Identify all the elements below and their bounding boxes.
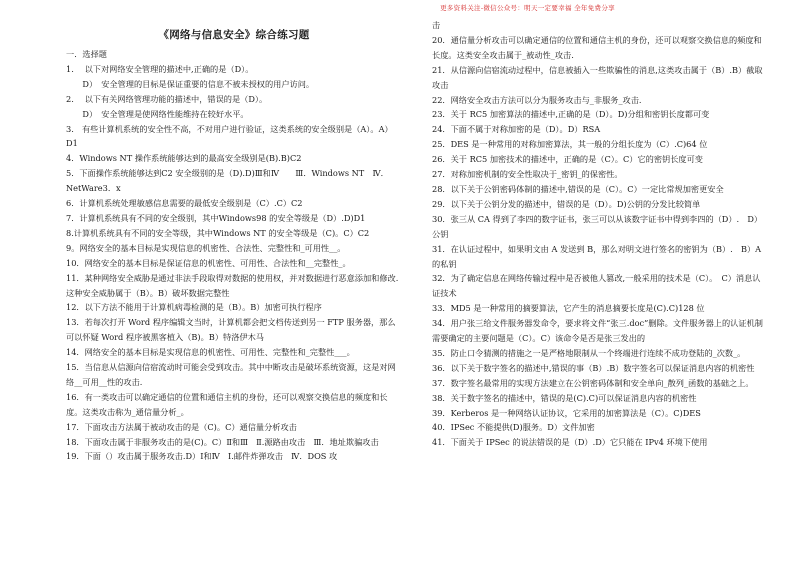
question-1: 1. 以下对网络安全管理的描述中,正确的是（D）。	[66, 63, 254, 74]
question-9: 9。网络安全的基本目标是实现信息的机密性、合法性、完整性和_可用性__。	[66, 242, 346, 253]
question-40: 40．IPSec 不能提供(D)服务。D）文件加密	[432, 422, 595, 433]
left-column	[66, 18, 402, 464]
question-17: 17．下面攻击方法属于被动攻击的是（C)。C）通信量分析攻击	[66, 421, 297, 432]
question-18: 18．下面攻击属于非服务攻击的是(C)。C）Ⅱ和Ⅲ Ⅱ.源路由攻击 Ⅲ．地址欺骗攻击	[66, 436, 379, 447]
question-19: 19．下面（）攻击属于服务攻击.D）Ⅰ和Ⅳ Ⅰ.邮件炸弹攻击 Ⅳ．DOS 攻	[66, 451, 338, 462]
question-25: 25．DES 是一种常用的对称加密算法，其一般的分组长度为（C）.C)64 位	[432, 139, 708, 150]
question-16: 16．有一类攻击可以确定通信的位置和通信主机的身份，还可以观察交换信息的频度和长度。这类攻击称为_通信量分析_。	[66, 391, 388, 417]
question-36: 36．以下关于数字签名的描述中,错误的事（B）.B）数字签名可以保证消息内容的机密性	[432, 362, 755, 373]
question-23: 23．关于 RC5 加密算法的描述中,正确的是（D）。D)分组和密钥长度都可变	[432, 109, 710, 120]
question-13: 13．若每次打开 Word 程序编辑文当时，计算机都会把文档传送到另一 FTP 服务器，那么可以怀疑 Word 程序被黑客植入（B)。B）特洛伊木马	[66, 317, 396, 343]
question-33: 33．MD5 是一种常用的摘要算法，它产生的消息摘要长度是(C).C)128 位	[432, 303, 705, 314]
question-21: 21．从信源向信宿流动过程中，信息被插入一些欺骗性的消息,这类攻击属于（B）.B）截取攻击	[432, 64, 763, 90]
question-37: 37．数字签名最常用的实现方法建立在公钥密码体制和安全单向_散列_函数的基础之上。	[432, 377, 754, 388]
question-14: 14．网络安全的基本目标是实现信息的机密性、可用性、完整性和_完整性___。	[66, 347, 355, 358]
answer-1: D） 安全管理的目标是保证重要的信息不被未授权的用户访问。	[66, 78, 315, 89]
question-35: 35．防止口令猜测的措施之一是严格地限制从一个终端进行连续不成功登陆的_次数_。	[432, 347, 746, 358]
question-24: 24．下面不属于对称加密的是（D）。D）RSA	[432, 124, 601, 135]
question-10: 10．网络安全的基本目标是保证信息的机密性、可用性、合法性和__完整性_。	[66, 257, 351, 268]
question-26: 26．关于 RC5 加密技术的描述中，正确的是（C）。C）它的密钥长度可变	[432, 154, 703, 165]
question-32: 32．为了确定信息在网络传输过程中是否被他人篡改,一般采用的技术是（C）。 C）消息认证技术	[432, 273, 761, 299]
question-20: 20．通信量分析攻击可以确定通信的位置和通信主机的身份，还可以观察交换信息的频度和长度。这类安全攻击属于_被动性_攻击.	[432, 34, 762, 60]
question-27: 27．对称加密机制的安全性取决于_密钥_的保密性。	[432, 169, 623, 180]
question-3: 3. 有些计算机系统的安全性不高，不对用户进行验证，这类系统的安全级别是（A）。A） D1	[66, 123, 397, 149]
question-41: 41．下面关于 IPSec 的说法错误的是（D）.D）它只能在 IPv4 环境下使用	[432, 437, 708, 448]
question-29: 29．以下关于公钥分发的描述中，错误的是（D）。D)公钥的分发比较简单	[432, 198, 701, 209]
question-2: 2. 以下有关网络管理功能的描述中，错误的是（D）。	[66, 93, 268, 104]
right-column	[432, 18, 766, 450]
question-19-continued: 击	[432, 20, 441, 30]
question-8: 8.计算机系统具有不同的安全等级，其中Windows NT 的安全等级是（C)。C）C2	[66, 227, 370, 238]
question-5: 5．下面操作系统能够达到C2 安全级别的是（D).D)Ⅲ和Ⅳ Ⅲ．Windows NT Ⅳ．NetWare3．x	[66, 168, 389, 194]
answer-2: D） 安全管理是使网络性能维持在较好水平。	[66, 108, 249, 119]
question-12: 12．以下方法不能用于计算机病毒检测的是（B）。B）加密可执行程序	[66, 302, 322, 313]
question-6: 6．计算机系统处理敏感信息需要的最低安全级别是（C）.C）C2	[66, 198, 303, 209]
question-39: 39．Kerberos 是一种网络认证协议，它采用的加密算法是（C）。C)DES	[432, 407, 701, 418]
question-30: 30．张三从 CA 得到了李四的数字证书，张三可以从该数字证书中得到李四的（D）. D）公钥	[432, 213, 763, 239]
header-banner: 更多资料关注-微信公众号：明天一定要幸福 全年免费分享	[440, 4, 615, 12]
question-15: 15．当信息从信源向信宿流动时可能会受到攻击。其中中断攻击是破坏系统资源，这是对网络__可用__性的攻击.	[66, 362, 396, 387]
question-38: 38．关于数字签名的描述中，错误的是(C).C)可以保证消息内容的机密性	[432, 392, 697, 403]
question-22: 22．网络安全攻击方法可以分为服务攻击与_非服务_攻击.	[432, 94, 642, 105]
document-title: 《网络与信息安全》综合练习题	[158, 29, 310, 41]
section-heading: 一．选择题	[66, 49, 107, 59]
question-31: 31．在认证过程中，如果明文由 A 发送到 B，那么对明文进行签名的密钥为（B）. B）A 的私钥	[432, 243, 762, 269]
question-34: 34．用户张三给文件服务器发命令，要求将文件“张三.doc”删除。文件服务器上的认证机制需要确定的主要问题是（C）。C）该命令是否是张三发出的	[432, 318, 763, 344]
question-4: 4．Windows NT 操作系统能够达到的最高安全级别是(B).B)C2	[66, 153, 302, 164]
question-7: 7．计算机系统具有不同的安全级别，其中Windows98 的安全等级是（D）.D)D1	[66, 212, 366, 223]
question-28: 28．以下关于公钥密码体制的描述中,错误的是（C）。C）一定比常规加密更安全	[432, 183, 724, 194]
question-11: 11．某种网络安全威胁是通过非法手段取得对数据的使用权，并对数据进行恶意添加和修改.这种安全威胁属于（B）。B）破坏数据完整性	[66, 272, 399, 298]
